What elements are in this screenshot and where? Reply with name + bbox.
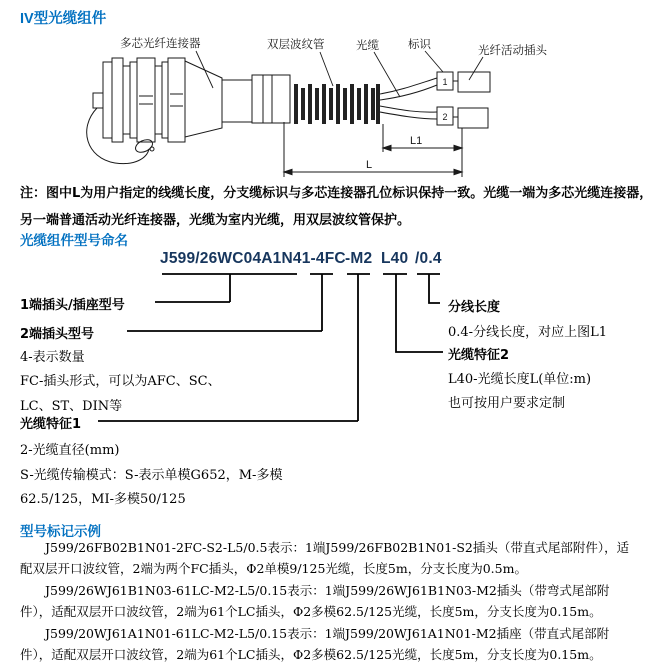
fiber-plug1-drawing xyxy=(458,72,490,92)
multi-fiber-connector-drawing xyxy=(93,58,290,142)
cable-assembly-diagram xyxy=(0,0,656,182)
part-number-cable-feature1: -M2 xyxy=(345,250,373,267)
feature1-line1: 2-光缆直径(mm) xyxy=(20,443,120,458)
part-number-branch-length: /0.4 xyxy=(415,250,442,267)
example-paragraph-2: J599/26WJ61B1N03-61LC-M2-L5/0.15表示：1端J599/26WJ61B1N03-M2插头（带弯式尾部附件），适配双层开口波纹管，2端为61个LC插头，Φ2多模62.5/125光缆，长度5m，分支长度为0.15m。 xyxy=(20,583,610,619)
plug2-line2: FC-插头形式，可以为AFC、SC、 xyxy=(20,374,221,389)
part-number-cable-feature2: L40 xyxy=(381,250,409,267)
feature1-line2: S-光缆传输模式：S-表示单模G652，M-多模 xyxy=(20,468,283,483)
note-line1: 注：图中L为用户指定的线缆长度，分支缆标识与多芯连接器孔位标识保持一致。光缆一端为多芯光缆连接器， xyxy=(20,186,653,201)
corrugated-tube-drawing xyxy=(294,84,380,124)
plug1-title: 1端插头/插座型号 xyxy=(20,298,125,313)
label-optical-cable: 光缆 xyxy=(356,40,379,52)
plug2-line1: 4-表示数量 xyxy=(20,350,85,365)
part-number-main: J599/26WC04A1N41-4FC xyxy=(160,250,346,267)
example-paragraph-3: J599/20WJ61A1N01-61LC-M2-L5/0.15表示：1端J599/20WJ61A1N01-M2插座（带直式尾部附件），适配双层开口波纹管，2端为61个LC插头，Φ2多模62.5/125光缆，长度5m，分支长度为0.15m。 xyxy=(20,626,610,662)
label-marking: 标识 xyxy=(408,39,431,51)
page-title: IV型光缆组件 xyxy=(20,11,107,27)
examples-block xyxy=(20,538,640,667)
branch-length-line1: 0.4-分线长度，对应上图L1 xyxy=(448,325,607,340)
branch-length-title: 分线长度 xyxy=(448,300,501,315)
feature1-title: 光缆特征1 xyxy=(20,417,82,432)
dim-label-l: L xyxy=(366,159,373,171)
feature1-line3: 62.5/125，MI-多模50/125 xyxy=(20,492,186,507)
fiber-plug2-drawing xyxy=(458,108,488,128)
example-paragraph-1: J599/26FB02B1N01-2FC-S2-L5/0.5表示：1端J599/26FB02B1N01-S2插头（带直式尾部附件），适配双层开口波纹管，2端为两个FC插头，Φ2单模9/125光缆，长度5m，分支长度为0.5m。 xyxy=(20,540,630,576)
dimension-lines xyxy=(284,122,462,177)
label-multi-fiber-connector: 多芯光纤连接器 xyxy=(120,38,201,50)
feature2-title: 光缆特征2 xyxy=(448,348,510,363)
naming-heading: 光缆组件型号命名 xyxy=(20,233,128,248)
label-fiber-plug: 光纤活动插头 xyxy=(478,45,547,57)
examples-heading: 型号标记示例 xyxy=(20,524,101,539)
feature2-line2: 也可按用户要求定制 xyxy=(448,396,566,411)
plug2-line3: LC、ST、DIN等 xyxy=(20,399,123,414)
feature2-line1: L40-光缆长度L(单位:m) xyxy=(448,372,592,387)
note-line2: 另一端普通活动光纤连接器，光缆为室内光缆，用双层波纹管保护。 xyxy=(20,213,411,228)
dim-label-l1: L1 xyxy=(410,135,423,147)
branch1-tag: 1 xyxy=(442,77,448,87)
label-double-corrugated-tube: 双层波纹管 xyxy=(267,39,325,51)
branch2-tag: 2 xyxy=(442,112,448,122)
plug2-title: 2端插头型号 xyxy=(20,327,95,342)
